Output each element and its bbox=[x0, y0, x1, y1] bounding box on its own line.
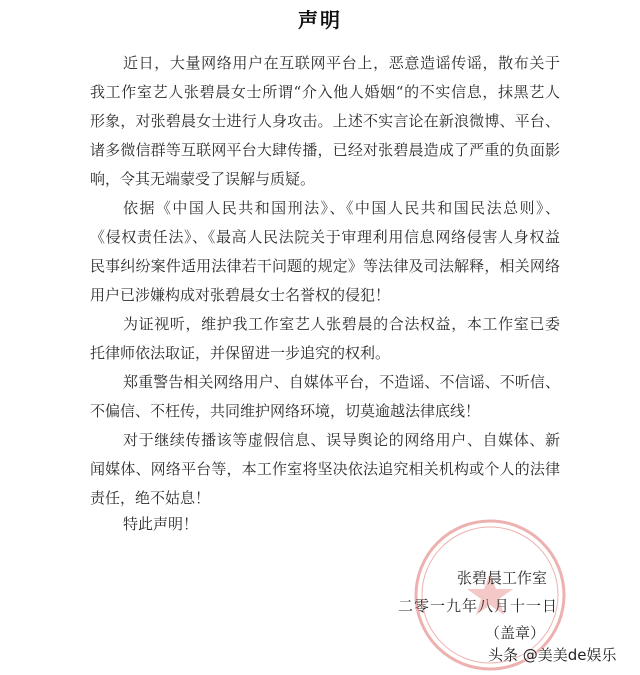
closing-line: 特此声明！ bbox=[123, 515, 199, 533]
body-line: 郑重警告相关网络用户、自媒体平台，不造谣、不信谣、不听信、 bbox=[123, 373, 560, 391]
signature-studio: 张碧晨工作室 bbox=[457, 569, 548, 587]
body-line: 托律师依法取证，并保留进一步追究的权利。 bbox=[90, 344, 391, 362]
body-line: 我工作室艺人张碧晨女士所谓“介入他人婚姻“的不实信息，抹黑艺人 bbox=[90, 83, 560, 101]
seal-note: （盖章） bbox=[485, 624, 546, 642]
body-line: 闻媒体、网络平台等，本工作室将坚决依法追究相关机构或个人的法律 bbox=[90, 460, 560, 478]
body-line: 响，令其无端蒙受了误解与质疑。 bbox=[90, 170, 316, 188]
body-line: 民事纠纷案件适用法律若干问题的规定》等法律及司法解释，相关网络 bbox=[90, 257, 560, 275]
body-line: 近日，大量网络用户在互联网平台上，恶意造谣传谣，散布关于 bbox=[123, 54, 560, 72]
body-line: 依据《中国人民共和国刑法》、《中国人民共和国民法总则》、 bbox=[123, 199, 560, 217]
signature-date: 二零一九年八月十一日 bbox=[398, 597, 559, 615]
body-line: 对于继续传播该等虚假信息、误导舆论的网络用户、自媒体、新 bbox=[123, 431, 560, 449]
body-line: 《侵权责任法》、《最高人民法院关于审理利用信息网络侵害人身权益 bbox=[90, 228, 560, 246]
body-line: 不偏信、不枉传，共同维护网络环境，切莫逾越法律底线！ bbox=[90, 402, 481, 420]
body-line: 为证视听，维护我工作室艺人张碧晨的合法权益，本工作室已委 bbox=[123, 315, 560, 333]
body-line: 形象，对张碧晨女士进行人身攻击。上述不实言论在新浪微博、平台、 bbox=[90, 112, 560, 130]
watermark: 头条 @美美de娱乐 bbox=[488, 646, 617, 664]
body-line: 诸多微信群等互联网平台大肆传播，已经对张碧晨造成了严重的负面影 bbox=[90, 141, 560, 159]
body-line: 责任，绝不姑息！ bbox=[90, 489, 211, 507]
document-title: 声明 bbox=[298, 8, 342, 32]
body-line: 用户已涉嫌构成对张碧晨女士名誉权的侵犯！ bbox=[90, 286, 391, 304]
